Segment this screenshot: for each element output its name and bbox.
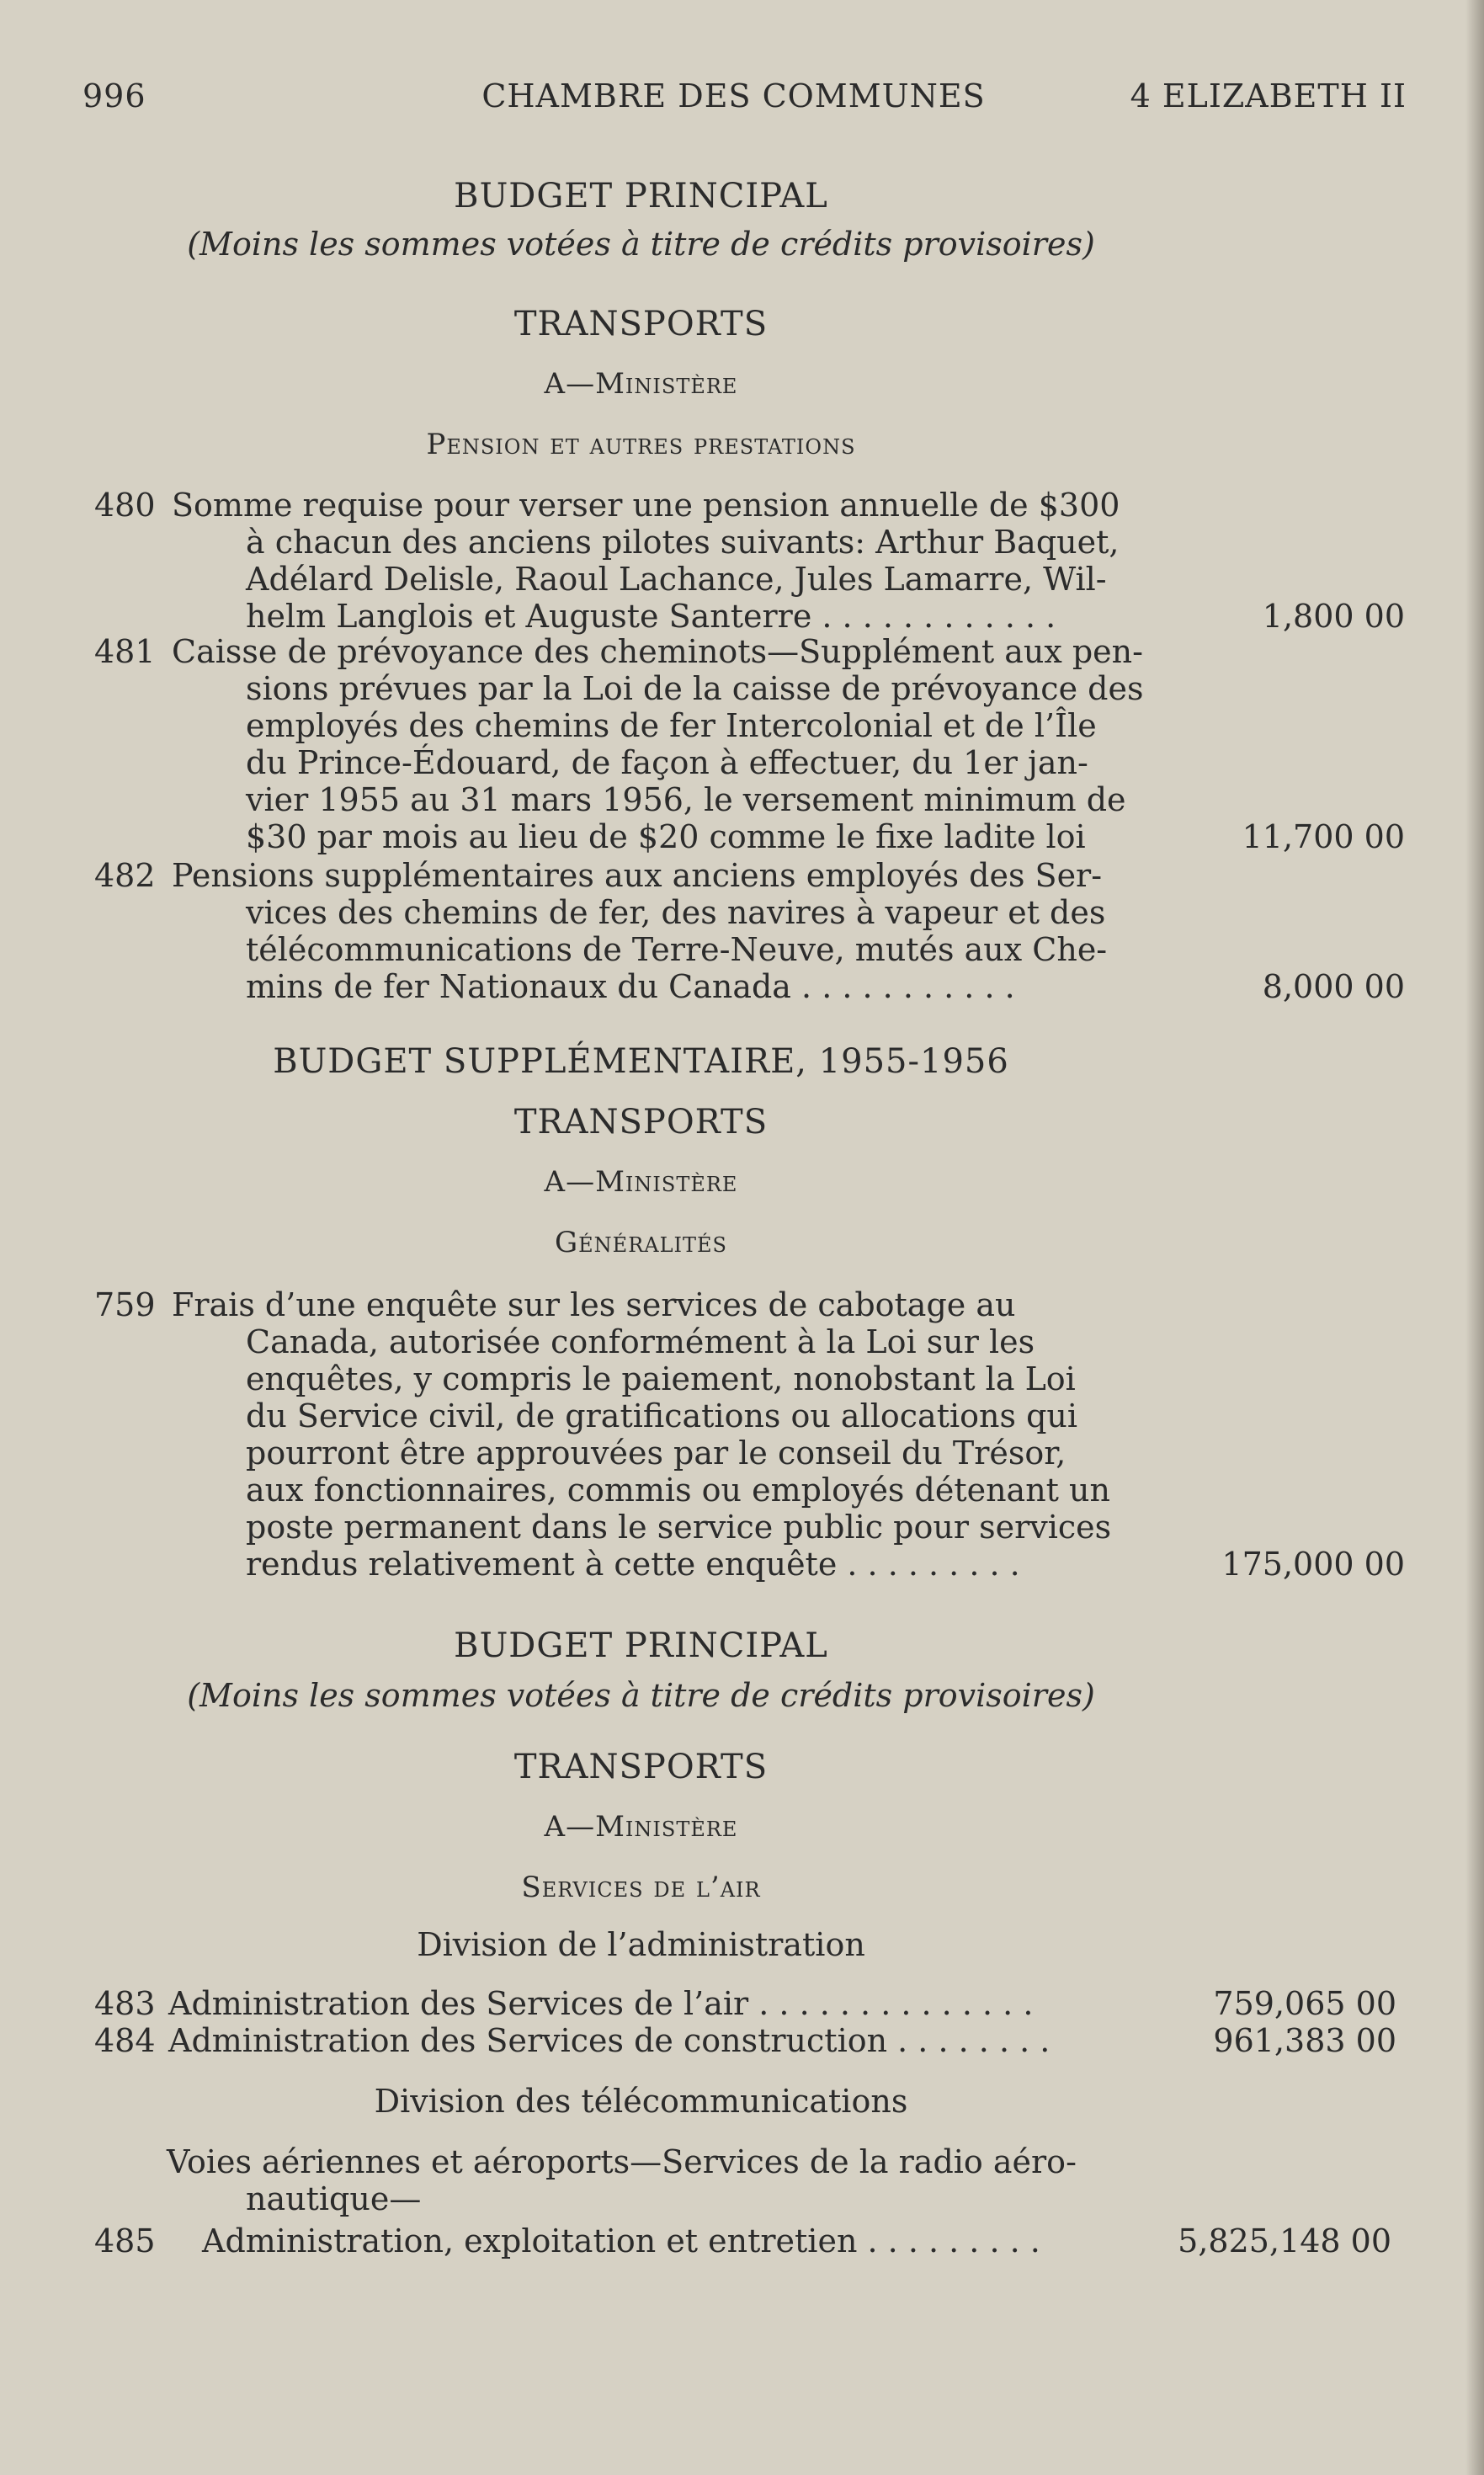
item-line: enquêtes, y compris le paiement, nonobstant la Loi (246, 1360, 1076, 1397)
item-line: Somme requise pour verser une pension annuelle de $300 (172, 487, 1120, 524)
item-line: Caisse de prévoyance des cheminots—Supplément aux pen- (172, 633, 1143, 670)
item-line: Pensions supplémentaires aux anciens employés des Ser- (172, 857, 1103, 894)
section3-title: BUDGET PRINCIPAL (454, 1626, 828, 1665)
item-line: Administration, exploitation et entretien . . . . . . . . . (202, 2222, 1040, 2259)
section2-subdivision: A—Ministère (544, 1165, 738, 1199)
item-line: Administration des Services de l’air . . . . . . . . . . . . . . (168, 1985, 1034, 2022)
section3-subtitle: (Moins les sommes votées à titre de crédits provisoires) (187, 1677, 1095, 1714)
vote-number: 759 (94, 1286, 156, 1323)
page-edge-shadow (1465, 0, 1484, 2475)
page-number: 996 (82, 77, 146, 114)
item-line: poste permanent dans le service public pour services (246, 1509, 1112, 1546)
item-line: à chacun des anciens pilotes suivants: Arthur Baquet, (246, 524, 1120, 561)
section3-department: TRANSPORTS (513, 1748, 769, 1786)
item-line: vices des chemins de fer, des navires à vapeur et des (246, 894, 1106, 931)
vote-amount: 759,065 00 (1213, 1985, 1396, 2022)
vote-amount: 1,800 00 (1262, 598, 1405, 635)
vote-amount: 11,700 00 (1242, 818, 1405, 855)
section2-department: TRANSPORTS (513, 1103, 769, 1142)
item-line: employés des chemins de fer Intercolonial et de l’Île (246, 707, 1097, 744)
section2-heading: Généralités (555, 1226, 727, 1259)
running-head-title: CHAMBRE DES COMMUNES (481, 77, 986, 114)
section1-department: TRANSPORTS (513, 305, 769, 343)
section1-title: BUDGET PRINCIPAL (454, 177, 828, 216)
vote-number: 484 (94, 2022, 156, 2059)
item-line: du Prince-Édouard, de façon à effectuer, du 1er jan- (246, 744, 1088, 781)
item-line: télécommunications de Terre-Neuve, mutés aux Che- (246, 931, 1108, 968)
item-line: pourront être approuvées par le conseil du Trésor, (246, 1434, 1066, 1472)
vote-amount: 961,383 00 (1213, 2022, 1396, 2059)
section1-subtitle: (Moins les sommes votées à titre de crédits provisoires) (187, 226, 1095, 263)
vote-number: 485 (94, 2222, 156, 2259)
running-head (0, 77, 1484, 128)
subsection-line: Voies aériennes et aéroports—Services de la radio aéro- (167, 2143, 1077, 2180)
vote-amount: 175,000 00 (1221, 1546, 1405, 1583)
section3-subdivision: A—Ministère (544, 1810, 738, 1844)
section3-heading: Services de l’air (521, 1871, 761, 1904)
item-line: du Service civil, de gratifications ou allocations qui (246, 1397, 1078, 1434)
section1-heading: Pension et autres prestations (426, 428, 856, 461)
vote-number: 480 (94, 487, 156, 524)
vote-number: 482 (94, 857, 156, 894)
item-line: Canada, autorisée conformément à la Loi sur les (246, 1323, 1035, 1360)
vote-amount: 5,825,148 00 (1178, 2222, 1391, 2259)
section1-subdivision: A—Ministère (544, 367, 738, 401)
item-line: $30 par mois au lieu de $20 comme le fixe ladite loi (246, 818, 1086, 855)
item-line: Adélard Delisle, Raoul Lachance, Jules Lamarre, Wil- (246, 561, 1107, 598)
running-head-regnal-year: 4 ELIZABETH II (1130, 77, 1407, 114)
section2-title: BUDGET SUPPLÉMENTAIRE, 1955-1956 (273, 1042, 1009, 1081)
item-line: mins de fer Nationaux du Canada . . . . . . . . . . . (246, 968, 1015, 1005)
item-line: sions prévues par la Loi de la caisse de prévoyance des (246, 670, 1144, 707)
item-line: rendus relativement à cette enquête . . . . . . . . . (246, 1546, 1020, 1583)
vote-number: 483 (94, 1985, 156, 2022)
subsection-line: nautique— (246, 2180, 422, 2217)
division-administration: Division de l’administration (417, 1926, 865, 1963)
item-line: helm Langlois et Auguste Santerre . . . . . . . . . . . . (246, 598, 1056, 635)
vote-number: 481 (94, 633, 156, 670)
item-line: vier 1955 au 31 mars 1956, le versement minimum de (246, 781, 1126, 818)
item-line: aux fonctionnaires, commis ou employés détenant un (246, 1472, 1110, 1509)
division-telecommunications: Division des télécommunications (374, 2083, 908, 2120)
item-line: Administration des Services de construction . . . . . . . . (168, 2022, 1051, 2059)
item-line: Frais d’une enquête sur les services de cabotage au (172, 1286, 1016, 1323)
vote-amount: 8,000 00 (1262, 968, 1405, 1005)
